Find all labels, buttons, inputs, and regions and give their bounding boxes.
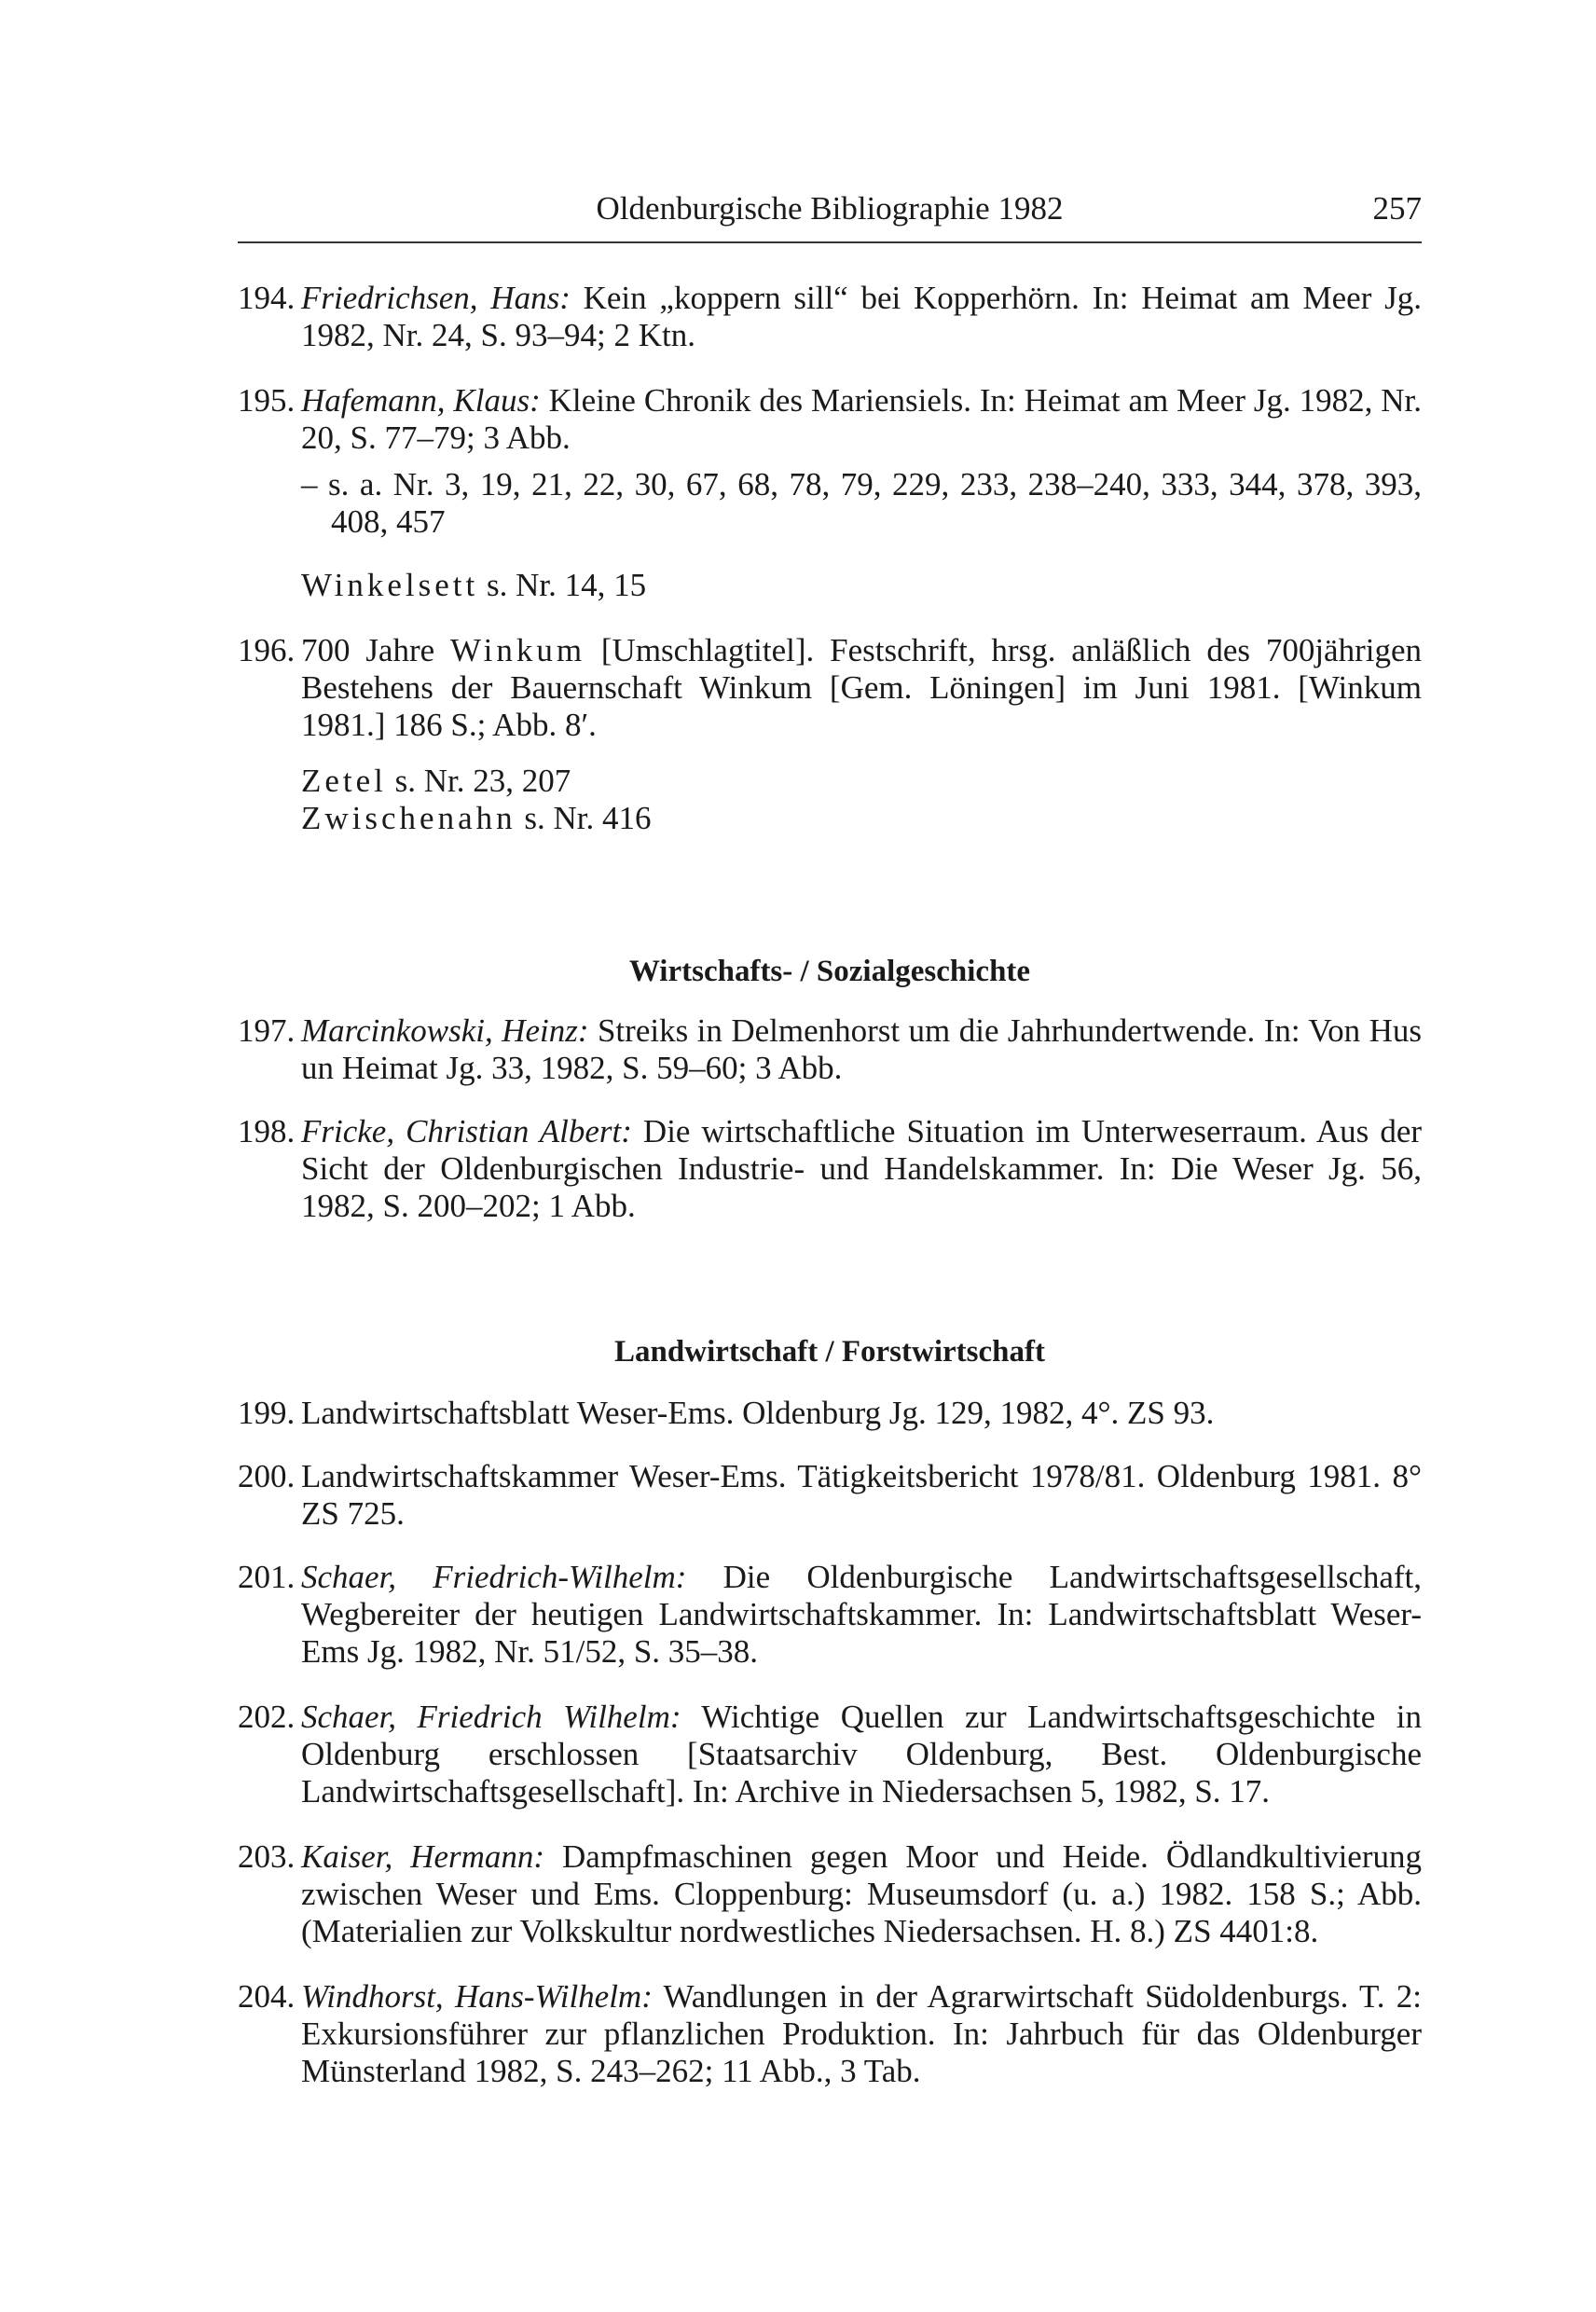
entry-author: Marcinkowski, Heinz: xyxy=(301,1012,589,1049)
bibliography-entry-198 xyxy=(238,1113,1422,1225)
header-rule xyxy=(238,241,1422,243)
entry-text: Wandlungen in der Agrarwirtschaft Südoldenburgs. T. 2: Exkursionsführer zur pflanzlichen Produktion. In: Jahrbuch für das Oldenburger Münsterland 1982, S. 243–262; 11 Abb., 3 Tab. xyxy=(301,1978,1422,2089)
entry-number: 204. xyxy=(238,1978,296,2015)
entry-author: Kaiser, Hermann: xyxy=(301,1838,545,1875)
entry-text: [Umschlagtitel]. Festschrift, hrsg. anläßlich des 700jährigen Bestehens der Bauernschaft Winkum [Gem. Löningen] im Juni 1981. [Winkum 1981.] 186 S.; Abb. 8′. xyxy=(301,632,1422,743)
entry-place-spaced: Winkum xyxy=(449,632,586,668)
section-heading: Wirtschafts- / Sozialgeschichte xyxy=(628,955,1031,988)
entry-author: Schaer, Friedrich-Wilhelm: xyxy=(301,1559,687,1595)
place-cross-reference xyxy=(301,567,1422,604)
bibliography-entry-203 xyxy=(238,1838,1422,1950)
bibliography-entry-200 xyxy=(238,1458,1422,1533)
bibliography-entry-201 xyxy=(238,1559,1422,1671)
entry-author: Schaer, Friedrich Wilhelm: xyxy=(301,1699,681,1735)
entry-number: 196. xyxy=(238,632,296,668)
place-name: Zwischenahn xyxy=(301,800,516,836)
bibliography-entry-199 xyxy=(238,1395,1422,1432)
bibliography-entry-202 xyxy=(238,1699,1422,1810)
entry-number: 202. xyxy=(238,1699,296,1735)
bibliography-entry-194 xyxy=(238,280,1422,354)
place-reference: s. Nr. 416 xyxy=(524,800,652,836)
place-reference: s. Nr. 14, 15 xyxy=(486,567,647,603)
running-header xyxy=(238,190,1422,227)
bibliography-entry-204 xyxy=(238,1978,1422,2090)
entry-number: 197. xyxy=(238,1012,296,1049)
bibliography-entry-197 xyxy=(238,1012,1422,1087)
entry-number: 194. xyxy=(238,280,296,316)
entry-text: Wichtige Quellen zur Landwirtschaftsgeschichte in Oldenburg erschlossen [Staatsarchiv Oldenburg, Best. Oldenburgische Landwirtschaftsgesellschaft]. In: Archive in Niedersachsen 5, 1982, S. 17. xyxy=(301,1699,1422,1810)
entry-number: 195. xyxy=(238,382,296,419)
entry-number: 201. xyxy=(238,1559,296,1595)
page-number: 257 xyxy=(1372,190,1422,227)
entry-number: 199. xyxy=(238,1395,296,1431)
place-cross-reference xyxy=(301,763,1422,800)
entry-author: Windhorst, Hans-Wilhelm: xyxy=(301,1978,653,2015)
entry-number: 200. xyxy=(238,1458,296,1494)
entry-author: Friedrichsen, Hans: xyxy=(301,280,571,316)
see-also-references: – s. a. Nr. 3, 19, 21, 22, 30, 67, 68, 78, 79, 229, 233, 238–240, 333, 344, 378, 393, 408, 457 xyxy=(301,466,1422,540)
bibliography-entry-195 xyxy=(238,382,1422,457)
entry-text: Kein „koppern sill“ bei Kopperhörn. In: Heimat am Meer Jg. 1982, Nr. 24, S. 93–94; 2 Ktn. xyxy=(301,280,1423,353)
entry-text: Die wirtschaftliche Situation im Unterweserraum. Aus der Sicht der Oldenburgischen Industrie- und Handelskammer. In: Die Weser Jg. 56, 1982, S. 200–202; 1 Abb. xyxy=(301,1113,1423,1224)
entry-text: Streiks in Delmenhorst um die Jahrhundertwende. In: Von Hus un Heimat Jg. 33, 1982, S. 59–60; 3 Abb. xyxy=(301,1012,1423,1086)
place-cross-reference xyxy=(301,800,1422,837)
entry-text: Kleine Chronik des Mariensiels. In: Heimat am Meer Jg. 1982, Nr. 20, S. 77–79; 3 Abb. xyxy=(301,382,1422,456)
header-title: Oldenburgische Bibliographie 1982 xyxy=(596,190,1064,227)
place-name: Zetel xyxy=(301,763,387,799)
entry-number: 203. xyxy=(238,1838,296,1875)
entry-text: Landwirtschaftsblatt Weser-Ems. Oldenburg Jg. 129, 1982, 4°. ZS 93. xyxy=(301,1395,1215,1431)
entry-text: Die Oldenburgische Landwirtschaftsgesellschaft, Wegbereiter der heutigen Landwirtschaftskammer. In: Landwirtschaftsblatt Weser-Ems Jg. 1982, Nr. 51/52, S. 35–38. xyxy=(301,1559,1423,1670)
entry-text: Landwirtschaftskammer Weser-Ems. Tätigkeitsbericht 1978/81. Oldenburg 1981. 8° ZS 725. xyxy=(301,1458,1422,1532)
entry-title-start: 700 Jahre xyxy=(301,632,435,668)
place-name: Winkelsett xyxy=(301,567,479,603)
section-heading: Landwirtschaft / Forstwirtschaft xyxy=(614,1335,1045,1369)
place-reference: s. Nr. 23, 207 xyxy=(394,763,571,799)
entry-author: Fricke, Christian Albert: xyxy=(301,1113,632,1149)
entry-number: 198. xyxy=(238,1113,296,1149)
entry-author: Hafemann, Klaus: xyxy=(301,382,541,419)
bibliography-entry-196 xyxy=(238,632,1422,744)
entry-text: Dampfmaschinen gegen Moor und Heide. Ödlandkultivierung zwischen Weser und Ems. Cloppenburg: Museumsdorf (u. a.) 1982. 158 S.; Abb. (Materialien zur Volkskultur nordwestliches Niedersachsen. H. 8.) ZS 4401:8. xyxy=(301,1838,1422,1949)
